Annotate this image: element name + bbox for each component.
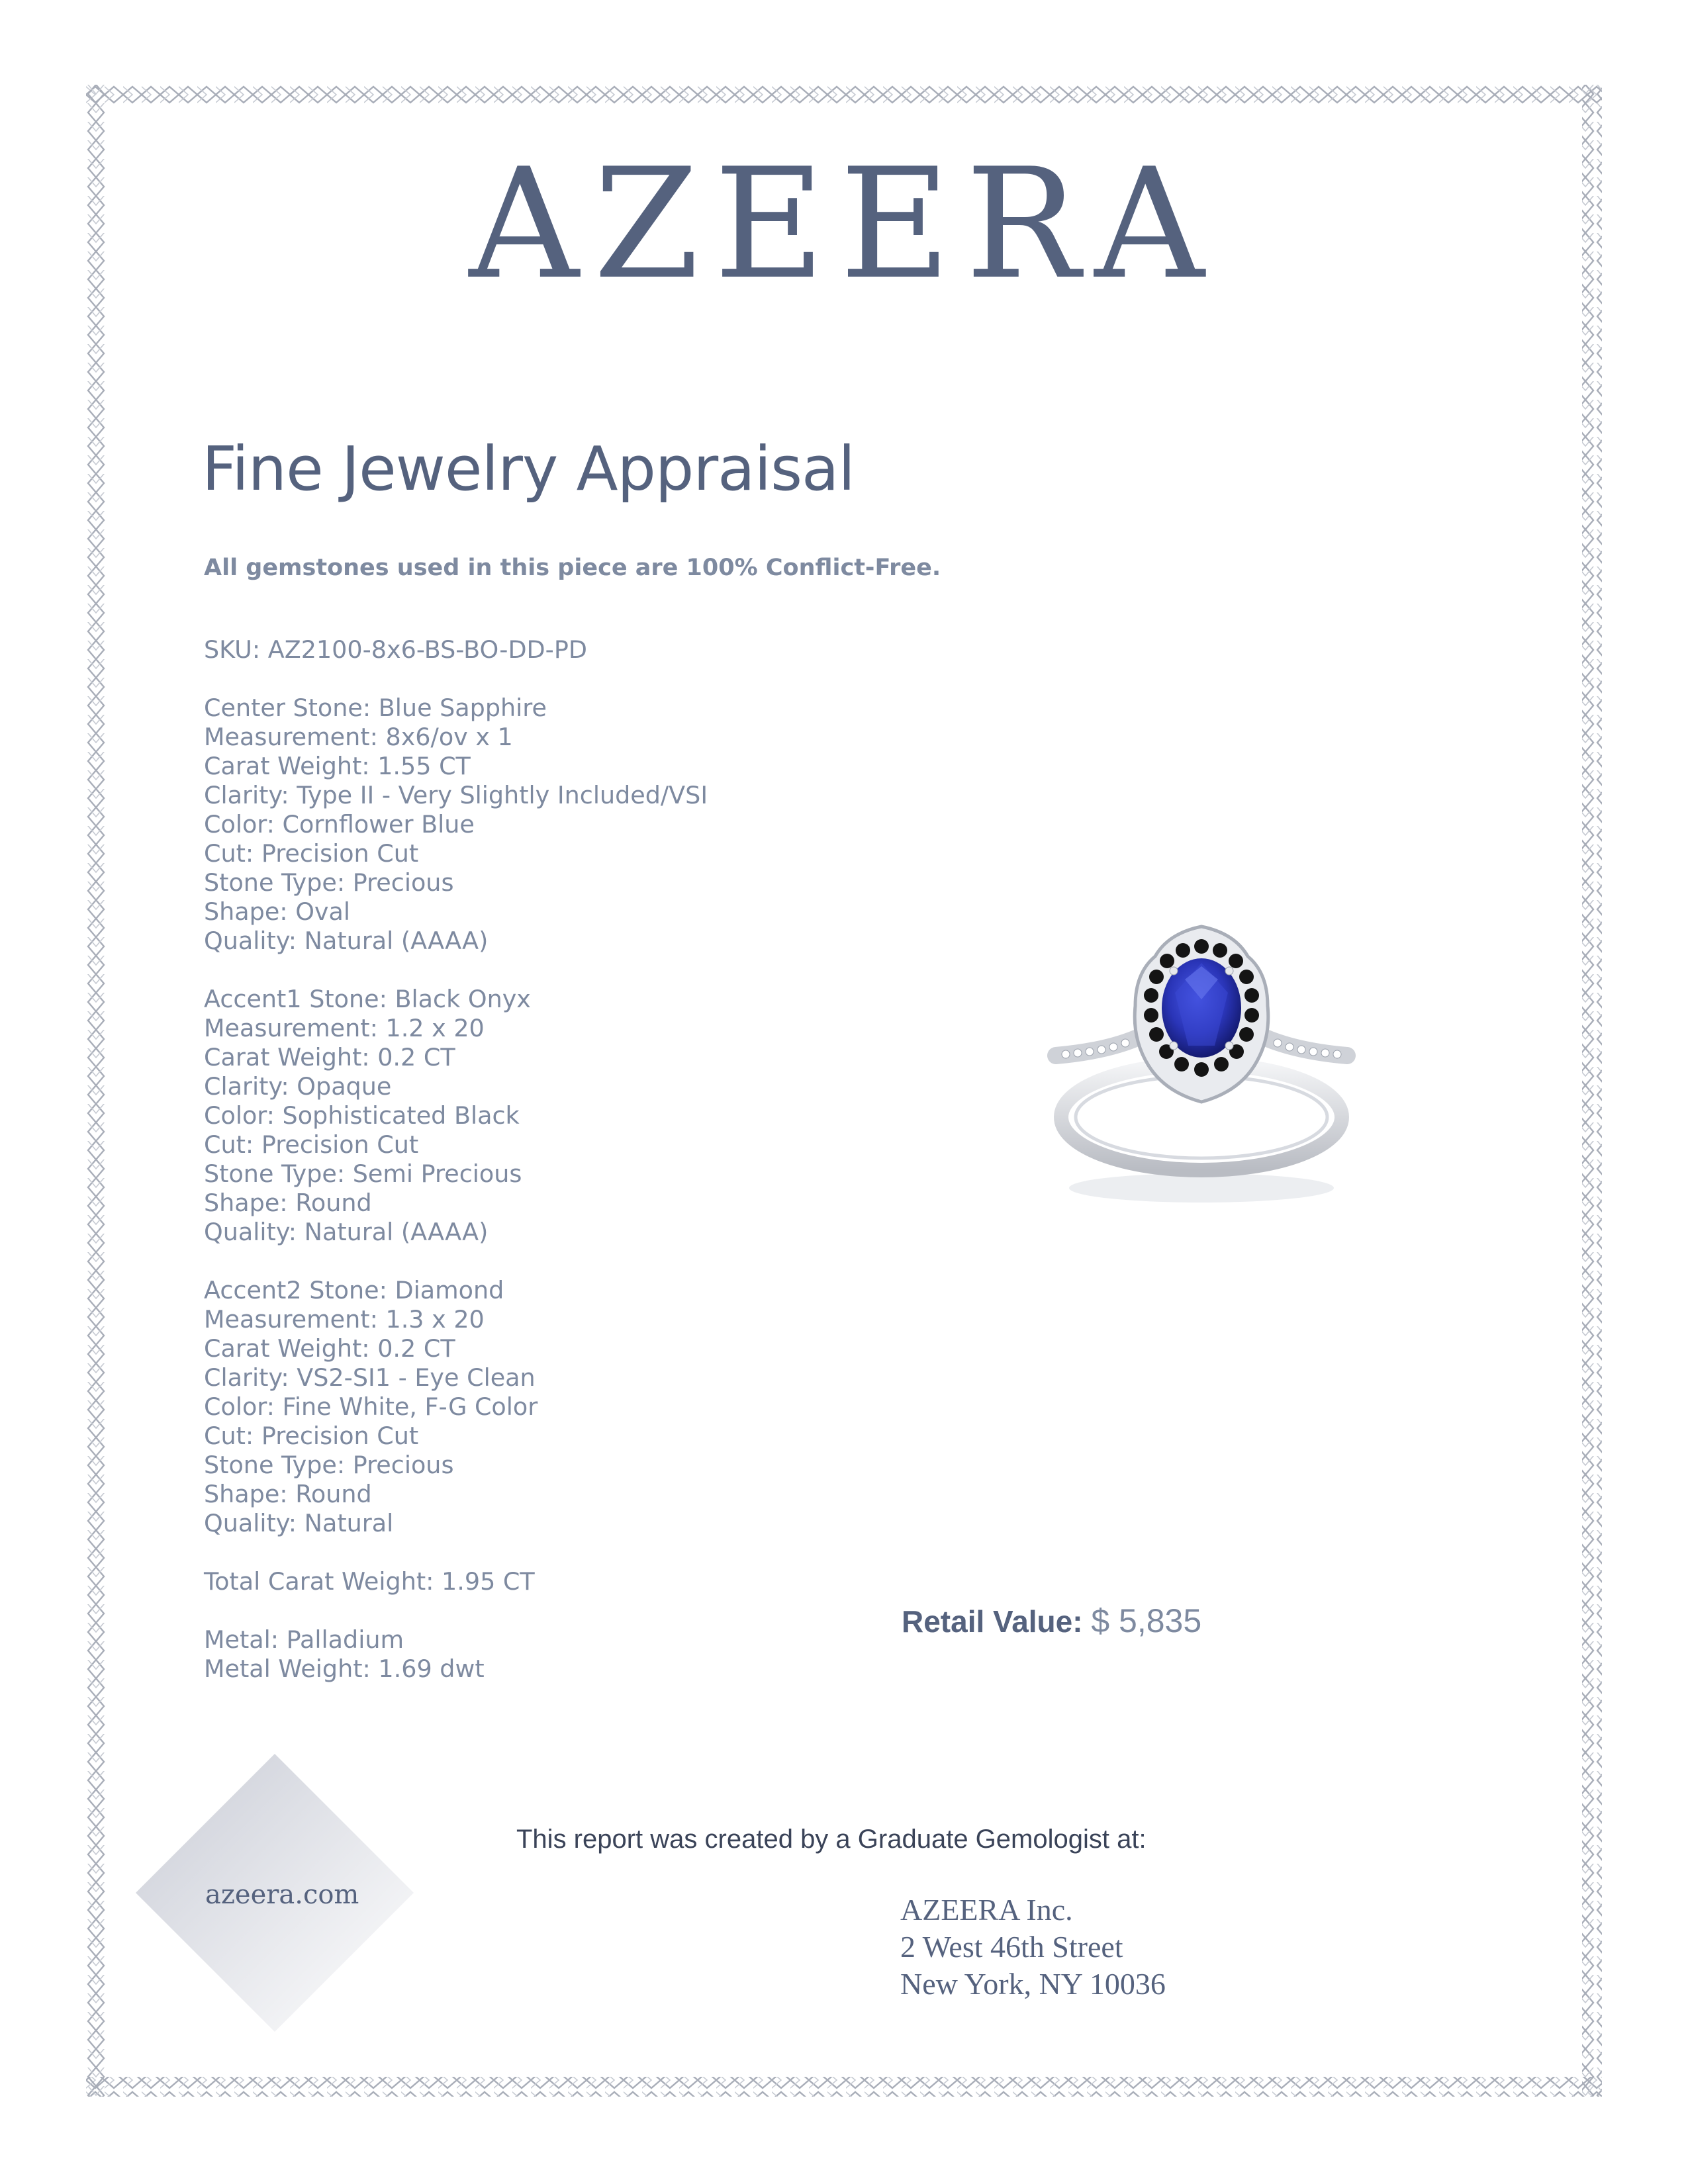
retail-value (902, 1602, 1201, 1640)
spec-line: Quality: Natural (204, 1509, 394, 1537)
spec-line: Clarity: Type II - Very Slightly Included/VSI (204, 781, 708, 809)
spec-line: Carat Weight: 0.2 CT (204, 1334, 455, 1363)
street-address: 2 West 46th Street (900, 1930, 1123, 1964)
spec-line: Color: Sophisticated Black (204, 1101, 520, 1130)
sku: SKU: AZ2100-8x6-BS-BO-DD-PD (204, 635, 587, 664)
page-title: Fine Jewelry Appraisal (202, 433, 855, 504)
spec-line: Measurement: 8x6/ov x 1 (204, 723, 513, 751)
company-name: AZEERA Inc. (900, 1893, 1073, 1927)
conflict-free-note: All gemstones used in this piece are 100% Conflict-Free. (204, 555, 941, 581)
metal-type: Metal: Palladium (204, 1625, 404, 1654)
spec-line: Clarity: VS2-SI1 - Eye Clean (204, 1363, 536, 1392)
spec-line: Quality: Natural (AAAA) (204, 927, 489, 955)
spec-line: Stone Type: Precious (204, 868, 454, 897)
spec-line: Stone Type: Semi Precious (204, 1160, 522, 1188)
metal-weight: Metal Weight: 1.69 dwt (204, 1655, 485, 1683)
spec-line: Cut: Precision Cut (204, 1130, 419, 1159)
spec-line: Measurement: 1.3 x 20 (204, 1305, 485, 1334)
website-link[interactable]: azeera.com (205, 1880, 359, 1910)
gemologist-note: This report was created by a Graduate Gemologist at: (516, 1825, 1147, 1854)
spec-line: Quality: Natural (AAAA) (204, 1218, 489, 1246)
total-carat-weight: Total Carat Weight: 1.95 CT (204, 1567, 535, 1596)
accent1-section (204, 985, 708, 1247)
spec-line: Shape: Round (204, 1480, 372, 1508)
spec-line: Cut: Precision Cut (204, 1422, 419, 1450)
spec-line: Accent1 Stone: Black Onyx (204, 985, 531, 1013)
spec-line: Accent2 Stone: Diamond (204, 1276, 504, 1304)
spec-line: Clarity: Opaque (204, 1072, 392, 1101)
spec-line: Stone Type: Precious (204, 1451, 454, 1479)
brand-logo: AZEERA (469, 136, 1219, 313)
specifications (204, 635, 708, 1684)
accent2-section (204, 1276, 708, 1538)
spec-line: Carat Weight: 1.55 CT (204, 752, 471, 780)
spec-line: Cut: Precision Cut (204, 839, 419, 868)
spec-line: Color: Fine White, F-G Color (204, 1392, 538, 1421)
retail-value-amount: $ 5,835 (1091, 1602, 1202, 1639)
center-stone-section (204, 694, 708, 956)
ring-image (1036, 907, 1367, 1218)
city-state-zip: New York, NY 10036 (900, 1967, 1166, 2001)
retail-value-label: Retail Value: (902, 1604, 1083, 1639)
spec-line: Shape: Oval (204, 897, 351, 926)
spec-line: Color: Cornflower Blue (204, 810, 475, 839)
spec-line: Carat Weight: 0.2 CT (204, 1043, 455, 1071)
company-address (900, 1891, 1166, 2003)
spec-line: Center Stone: Blue Sapphire (204, 694, 547, 722)
spec-line: Measurement: 1.2 x 20 (204, 1014, 485, 1042)
spec-line: Shape: Round (204, 1189, 372, 1217)
